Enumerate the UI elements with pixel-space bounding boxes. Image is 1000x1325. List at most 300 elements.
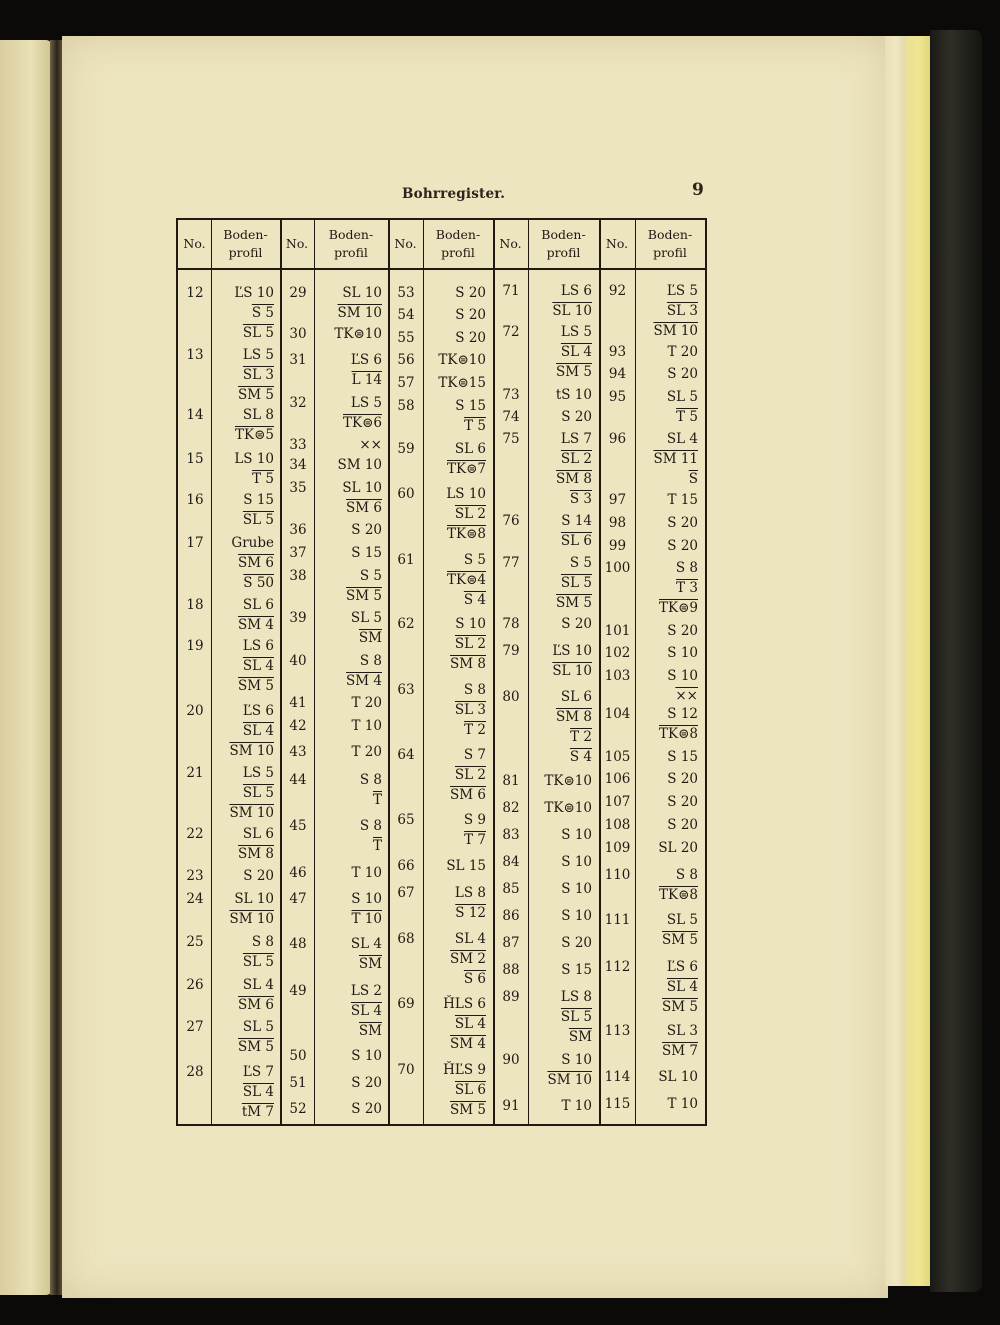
soil-profile-layer: S 20 [667, 538, 698, 554]
entry-number: 31 [289, 352, 307, 368]
header-bodenprofil-text: Boden-profil [541, 227, 586, 260]
soil-profile-layer: S 5 [251, 305, 274, 321]
soil-profile-layer: S 9 [463, 812, 486, 828]
entry-number: 69 [397, 996, 415, 1012]
soil-profile-layer: SL 10 [552, 303, 592, 319]
soil-profile-layer: S 12 [667, 706, 698, 722]
entry-number: 80 [502, 689, 520, 705]
soil-profile-layer: TK⊜8 [659, 887, 698, 903]
soil-profile-layer: SL 5 [560, 1009, 592, 1025]
soil-profile-layer: TK⊜9 [659, 600, 698, 616]
entry-number: 46 [289, 865, 307, 881]
entry-number: 37 [289, 545, 307, 561]
soil-profile-layer: TK⊜10 [544, 773, 592, 789]
soil-profile-layer: SL 3 [242, 367, 274, 383]
entry-number: 24 [186, 891, 204, 907]
soil-profile-layer: TK⊜8 [659, 726, 698, 742]
soil-profile-layer: S 7 [463, 747, 486, 763]
entry-number: 43 [289, 744, 307, 760]
entry-number: 85 [502, 881, 520, 897]
soil-profile-layer: TK⊜10 [438, 352, 486, 368]
soil-profile-layer: TK⊜4 [447, 572, 486, 588]
soil-profile-layer: SM 10 [547, 1072, 592, 1088]
bohrregister-table [176, 218, 707, 1126]
entry-number: 64 [397, 747, 415, 763]
soil-profile-layer: S 10 [667, 645, 698, 661]
entry-number: 15 [186, 451, 204, 467]
soil-profile-layer: $\overline{SM}$ [358, 1023, 382, 1039]
soil-profile-layer: SM 8 [556, 709, 592, 725]
entry-number: 63 [397, 682, 415, 698]
entry-number: 99 [608, 538, 627, 554]
entry-number: 111 [604, 912, 631, 928]
entry-number: 70 [397, 1062, 415, 1078]
entry-number: 109 [604, 840, 631, 856]
header-rule [178, 268, 705, 270]
soil-profile-layer: T 20 [667, 344, 698, 360]
entry-number: 74 [502, 409, 520, 425]
soil-profile-layer: S 12 [455, 905, 486, 921]
entry-number: 29 [289, 285, 307, 301]
soil-profile-layer: S 20 [455, 285, 486, 301]
soil-profile-layer: ȞLS 6 [443, 996, 486, 1012]
soil-profile-layer: LS 8 [454, 885, 486, 901]
entry-number: 97 [608, 492, 627, 508]
soil-profile-layer: SL 6 [560, 533, 592, 549]
entry-number: 102 [604, 645, 631, 661]
entry-number: 110 [604, 867, 631, 883]
soil-profile-layer: SM 4 [346, 673, 382, 689]
entry-number: 81 [502, 773, 520, 789]
soil-profile-layer: S 6 [463, 971, 486, 987]
header-bodenprofil [211, 220, 280, 268]
soil-profile-layer: SL 4 [242, 658, 274, 674]
entry-number: 61 [397, 552, 415, 568]
soil-profile-layer: SM 8 [450, 656, 486, 672]
entry-number: 108 [604, 817, 631, 833]
soil-profile-layer: T 15 [667, 492, 698, 508]
soil-profile-layer: SL 6 [454, 1082, 486, 1098]
soil-profile-layer: S 20 [667, 794, 698, 810]
entry-number: 88 [502, 962, 520, 978]
column-rule [528, 220, 529, 1124]
entry-number: 49 [289, 983, 307, 999]
entry-number: 19 [186, 638, 204, 654]
soil-profile-layer: SL 3 [454, 702, 486, 718]
soil-profile-layer: SL 4 [454, 1016, 486, 1032]
entry-number: 82 [502, 800, 520, 816]
entry-number: 92 [608, 283, 627, 299]
soil-profile-layer: T 2 [464, 722, 486, 738]
entry-number: 16 [186, 492, 204, 508]
soil-profile-layer: TK⊜5 [235, 427, 274, 443]
soil-profile-layer: LS 10 [446, 486, 486, 502]
entry-number: 13 [186, 347, 204, 363]
soil-profile-layer: SL 5 [666, 389, 698, 405]
soil-profile-layer: S 10 [351, 891, 382, 907]
soil-profile-layer: SL 5 [666, 912, 698, 928]
soil-profile-layer: SL 6 [560, 689, 592, 705]
soil-profile-layer: S 3 [569, 491, 592, 507]
header-bodenprofil-text: Boden-profil [435, 227, 481, 260]
entry-number: 21 [186, 765, 204, 781]
entry-number: 107 [604, 794, 631, 810]
soil-profile-layer: SL 4 [454, 931, 486, 947]
header-no: No. [499, 236, 522, 251]
soil-profile-layer: S 15 [561, 962, 592, 978]
soil-profile-layer: SM 5 [450, 1102, 486, 1118]
soil-profile-layer: SL 10 [234, 891, 274, 907]
soil-profile-layer: TK⊜10 [334, 326, 382, 342]
soil-profile-layer: S 20 [351, 1101, 382, 1117]
soil-profile-layer: SM 5 [662, 932, 698, 948]
entry-number: 106 [604, 771, 631, 787]
soil-profile-layer: Grube [231, 535, 274, 551]
soil-profile-layer: SM 10 [229, 911, 274, 927]
soil-profile-layer: SL 20 [658, 840, 698, 856]
soil-profile-layer: S 20 [667, 623, 698, 639]
soil-profile-layer: S 5 [463, 552, 486, 568]
book-cover [930, 30, 982, 1292]
left-page-edge [0, 40, 52, 1295]
entry-number: 94 [608, 366, 627, 382]
header-no: No. [394, 236, 417, 251]
soil-profile-layer: SL 5 [242, 512, 274, 528]
soil-profile-layer: SM 5 [238, 678, 274, 694]
soil-profile-layer: SL 10 [342, 480, 382, 496]
entry-number: 14 [186, 407, 204, 423]
soil-profile-layer: TK⊜8 [447, 526, 486, 542]
entry-number: 66 [397, 858, 415, 874]
soil-profile-layer: T 3 [676, 580, 698, 596]
soil-profile-layer: SL 2 [454, 636, 486, 652]
entry-number: 44 [289, 772, 307, 788]
soil-profile-layer: S 20 [667, 515, 698, 531]
soil-profile-layer: ĽS 10 [552, 643, 592, 659]
soil-profile-layer: S 20 [351, 522, 382, 538]
soil-profile-layer: T 10 [561, 1098, 592, 1114]
entry-number: 53 [397, 285, 415, 301]
entry-number: 42 [289, 718, 307, 734]
entry-number: 83 [502, 827, 520, 843]
entry-number: 79 [502, 643, 520, 659]
entry-number: 77 [502, 555, 520, 571]
soil-profile-layer: S 20 [561, 935, 592, 951]
entry-number: 101 [604, 623, 631, 639]
soil-profile-layer: ĽS 6 [242, 703, 274, 719]
soil-profile-layer: S 10 [561, 854, 592, 870]
entry-number: 35 [289, 480, 307, 496]
entry-number: 89 [502, 989, 520, 1005]
entry-number: 112 [604, 959, 631, 975]
soil-profile-layer: S 20 [455, 330, 486, 346]
soil-profile-layer: LS 5 [560, 324, 592, 340]
soil-profile-layer: S 8 [251, 934, 274, 950]
entry-number: 98 [608, 515, 627, 531]
soil-profile-layer: S 14 [561, 513, 592, 529]
soil-profile-layer: SL 3 [666, 1023, 698, 1039]
entry-number: 114 [604, 1069, 631, 1085]
soil-profile-layer: tM 7 [241, 1104, 274, 1120]
soil-profile-layer: S 4 [463, 592, 486, 608]
soil-profile-layer: SM 7 [662, 1043, 698, 1059]
soil-profile-layer: SL 4 [350, 936, 382, 952]
page-edges-yellow [905, 36, 933, 1286]
entry-number: 76 [502, 513, 520, 529]
soil-profile-layer: SM 10 [337, 305, 382, 321]
header-bodenprofil-text: Boden-profil [647, 227, 693, 260]
soil-profile-layer: S 10 [561, 908, 592, 924]
soil-profile-layer: ĽS 7 [242, 1064, 274, 1080]
soil-profile-layer: S 8 [359, 818, 382, 834]
soil-profile-layer: L 14 [351, 372, 382, 388]
soil-profile-layer: SM 8 [556, 471, 592, 487]
entry-number: 87 [502, 935, 520, 951]
soil-profile-layer: S 10 [561, 881, 592, 897]
soil-profile-layer: SL 6 [242, 597, 274, 613]
soil-profile-layer: LS 6 [242, 638, 274, 654]
soil-profile-layer: SL 10 [658, 1069, 698, 1085]
entry-number: 90 [502, 1052, 520, 1068]
soil-profile-layer: S 8 [675, 867, 698, 883]
entry-number: 52 [289, 1101, 307, 1117]
soil-profile-layer: SM 6 [238, 997, 274, 1013]
soil-profile-layer: ĽS 10 [234, 285, 274, 301]
soil-profile-layer: SM 6 [346, 500, 382, 516]
soil-profile-layer: T 20 [351, 744, 382, 760]
soil-profile-layer: LS 5 [350, 395, 382, 411]
soil-profile-layer: T 20 [351, 695, 382, 711]
soil-profile-layer: T 5 [252, 471, 274, 487]
soil-profile-layer: T 7 [464, 832, 486, 848]
soil-profile-layer: ×× [359, 437, 382, 453]
soil-profile-layer: TK⊜7 [447, 461, 486, 477]
soil-profile-layer: SL 6 [454, 441, 486, 457]
soil-profile-layer: SM 5 [238, 387, 274, 403]
entry-number: 54 [397, 307, 415, 323]
soil-profile-layer: T 5 [464, 418, 486, 434]
soil-profile-layer: $\overline{SM}$ [358, 956, 382, 972]
entry-number: 73 [502, 387, 520, 403]
soil-profile-layer: LS 10 [234, 451, 274, 467]
entry-number: 45 [289, 818, 307, 834]
entry-number: 40 [289, 653, 307, 669]
soil-profile-layer: S 20 [561, 409, 592, 425]
entry-number: 68 [397, 931, 415, 947]
soil-profile-layer: S 50 [243, 575, 274, 591]
soil-profile-layer: S 5 [359, 568, 382, 584]
entry-number: 72 [502, 324, 520, 340]
soil-profile-layer: S 8 [675, 560, 698, 576]
header-no: No. [605, 236, 629, 251]
soil-profile-layer: ĽS 6 [350, 352, 382, 368]
entry-number: 105 [604, 749, 631, 765]
soil-profile-layer: SM 6 [238, 555, 274, 571]
column-rule [423, 220, 424, 1124]
soil-profile-layer: S 10 [667, 668, 698, 684]
soil-profile-layer: S 10 [351, 1048, 382, 1064]
soil-profile-layer: SM 2 [450, 951, 486, 967]
column-rule [211, 220, 212, 1124]
soil-profile-layer: SL 4 [242, 723, 274, 739]
soil-profile-layer: T 5 [676, 409, 698, 425]
soil-profile-layer: SM 11 [653, 451, 698, 467]
page-edges [885, 36, 907, 1286]
header-bodenprofil [635, 220, 705, 268]
soil-profile-layer: SM 5 [662, 999, 698, 1015]
entry-number: 95 [608, 389, 627, 405]
soil-profile-layer: SL 4 [242, 977, 274, 993]
entry-number: 103 [604, 668, 631, 684]
entry-number: 100 [604, 560, 631, 576]
entry-number: 96 [608, 431, 627, 447]
entry-number: 75 [502, 431, 520, 447]
entry-number: 59 [397, 441, 415, 457]
soil-profile-layer: SM 5 [556, 364, 592, 380]
soil-profile-layer: SM 10 [337, 457, 382, 473]
entry-number: 51 [289, 1075, 307, 1091]
header-bodenprofil [314, 220, 388, 268]
column-rule [635, 220, 636, 1124]
soil-profile-layer: SL 10 [342, 285, 382, 301]
entry-number: 84 [502, 854, 520, 870]
entry-number: 38 [289, 568, 307, 584]
entry-number: 55 [397, 330, 415, 346]
entry-number: 62 [397, 616, 415, 632]
soil-profile-layer: S 20 [667, 771, 698, 787]
soil-profile-layer: S 15 [667, 749, 698, 765]
soil-profile-layer: SM 4 [238, 617, 274, 633]
entry-number: 25 [186, 934, 204, 950]
soil-profile-layer: T 10 [351, 911, 382, 927]
soil-profile-layer: SL 8 [242, 407, 274, 423]
soil-profile-layer: SL 4 [666, 979, 698, 995]
soil-profile-layer: SL 4 [666, 431, 698, 447]
soil-profile-layer: LS 6 [560, 283, 592, 299]
soil-profile-layer: S 20 [455, 307, 486, 323]
entry-number: 33 [289, 437, 307, 453]
soil-profile-layer: SM 10 [229, 805, 274, 821]
entry-number: 12 [186, 285, 204, 301]
soil-profile-layer: $\overline{T}$ [372, 838, 382, 854]
soil-profile-layer: SL 15 [446, 858, 486, 874]
soil-profile-layer: TK⊜10 [544, 800, 592, 816]
soil-profile-layer: SL 2 [560, 451, 592, 467]
entry-number: 48 [289, 936, 307, 952]
soil-profile-layer: SL 2 [454, 506, 486, 522]
soil-profile-layer: S 10 [561, 827, 592, 843]
entry-number: 58 [397, 398, 415, 414]
soil-profile-layer: ĽS 5 [666, 283, 698, 299]
entry-number: 71 [502, 283, 520, 299]
entry-number: 32 [289, 395, 307, 411]
soil-profile-layer: S 20 [243, 868, 274, 884]
soil-profile-layer: T 10 [351, 865, 382, 881]
entry-number: 115 [604, 1096, 631, 1112]
soil-profile-layer: S 15 [243, 492, 274, 508]
soil-profile-layer: SL 6 [242, 826, 274, 842]
soil-profile-layer: SM 10 [653, 323, 698, 339]
soil-profile-layer: LS 7 [560, 431, 592, 447]
soil-profile-layer: ĽS 6 [666, 959, 698, 975]
soil-profile-layer: SM 5 [238, 1039, 274, 1055]
header-no: No. [183, 236, 206, 251]
header-bodenprofil-text: Boden-profil [328, 227, 374, 260]
soil-profile-layer: SL 5 [242, 325, 274, 341]
header-bodenprofil [528, 220, 599, 268]
soil-profile-layer: S 10 [455, 616, 486, 632]
soil-profile-layer: $\overline{S}$ [688, 471, 698, 487]
soil-profile-layer: S 8 [359, 653, 382, 669]
soil-profile-layer: TK⊜6 [343, 415, 382, 431]
soil-profile-layer: S 20 [667, 817, 698, 833]
soil-profile-layer: S 20 [667, 366, 698, 382]
entry-number: 78 [502, 616, 520, 632]
soil-profile-layer: $\overline{T}$ [372, 792, 382, 808]
soil-profile-layer: S 20 [561, 616, 592, 632]
soil-profile-layer: LS 5 [242, 765, 274, 781]
soil-profile-layer: T 10 [351, 718, 382, 734]
soil-profile-layer: SL 5 [242, 954, 274, 970]
entry-number: 39 [289, 610, 307, 626]
soil-profile-layer: SL 5 [350, 610, 382, 626]
soil-profile-layer: T 10 [667, 1096, 698, 1112]
entry-number: 93 [608, 344, 627, 360]
soil-profile-layer: tS 10 [555, 387, 592, 403]
soil-profile-layer: S 5 [569, 555, 592, 571]
entry-number: 18 [186, 597, 204, 613]
header-bodenprofil [423, 220, 493, 268]
soil-profile-layer: S 4 [569, 749, 592, 765]
entry-number: 56 [397, 352, 415, 368]
soil-profile-layer: S 8 [359, 772, 382, 788]
header-no: No. [285, 236, 309, 251]
soil-profile-layer: SL 4 [560, 344, 592, 360]
entry-number: 23 [186, 868, 204, 884]
soil-profile-layer: SL 2 [454, 767, 486, 783]
entry-number: 91 [502, 1098, 520, 1114]
entry-number: 60 [397, 486, 415, 502]
entry-number: 20 [186, 703, 204, 719]
entry-number: 41 [289, 695, 307, 711]
soil-profile-layer: S 20 [351, 1075, 382, 1091]
entry-number: 65 [397, 812, 415, 828]
soil-profile-layer: SM 10 [229, 743, 274, 759]
entry-number: 113 [604, 1023, 631, 1039]
soil-profile-layer: LS 2 [350, 983, 382, 999]
soil-profile-layer: S 10 [561, 1052, 592, 1068]
entry-number: 27 [186, 1019, 204, 1035]
entry-number: 34 [289, 457, 307, 473]
soil-profile-layer: S 8 [463, 682, 486, 698]
soil-profile-layer: SL 5 [242, 785, 274, 801]
soil-profile-layer: SM 4 [450, 1036, 486, 1052]
entry-number: 36 [289, 522, 307, 538]
running-head: Bohrregister. [402, 186, 506, 202]
soil-profile-layer: SL 10 [552, 663, 592, 679]
page-number: 9 [692, 180, 704, 200]
soil-profile-layer: $\overline{SM}$ [568, 1029, 592, 1045]
soil-profile-layer: ȞĽS 9 [443, 1062, 486, 1078]
soil-profile-layer: LS 8 [560, 989, 592, 1005]
entry-number: 47 [289, 891, 307, 907]
soil-profile-layer: SM 5 [556, 595, 592, 611]
soil-profile-layer: SM 6 [450, 787, 486, 803]
soil-profile-layer: T 2 [570, 729, 592, 745]
entry-number: 22 [186, 826, 204, 842]
entry-number: 30 [289, 326, 307, 342]
entry-number: 86 [502, 908, 520, 924]
